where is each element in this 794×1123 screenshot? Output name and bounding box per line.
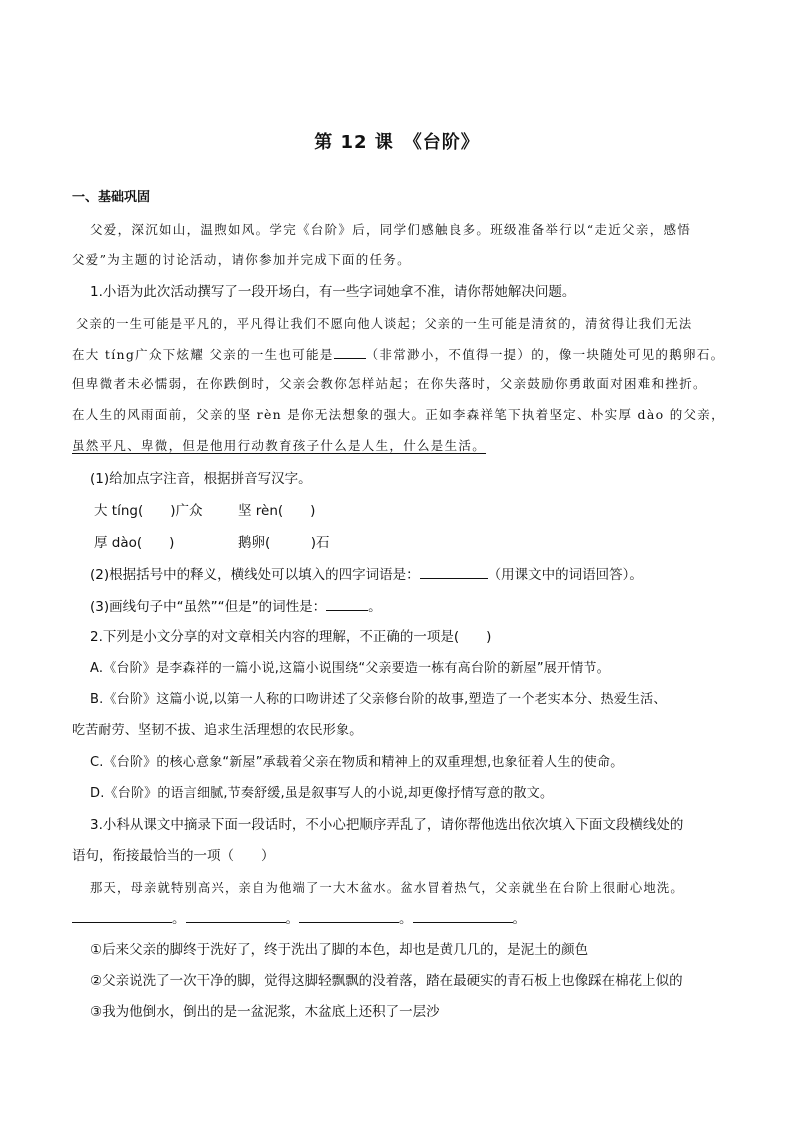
sub-question-3-text: (3)画线句子中“虽然”“但是”的词性是： <box>90 599 327 615</box>
separator: 。 <box>512 911 526 927</box>
passage-line-1: 父亲的一生可能是平凡的，平凡得让我们不愿向他人谈起；父亲的一生可能是清贫的，清贫得让我们无法 <box>76 317 693 331</box>
answer-blank-1[interactable] <box>72 908 172 923</box>
sentence-item-2: ②父亲说洗了一次干净的脚，觉得这脚轻飘飘的没着落，踏在最硬实的青石板上也像踩在棉花上似的 <box>90 973 683 989</box>
option-c: C.《台阶》的核心意象“新屋”承载着父亲在物质和精神上的双重理想,也象征着人生的使命。 <box>90 755 624 770</box>
passage-line-3: 但卑微者未必懦弱，在你跌倒时，父亲会教你怎样站起；在你失落时，父亲鼓励你勇敢面对困难和挫折。 <box>72 376 707 391</box>
intro-line-2: 父爱”为主题的讨论活动，请你参加并完成下面的任务。 <box>72 252 411 267</box>
section-heading: 一、基础巩固 <box>72 190 151 205</box>
passage-line-2 <box>72 344 724 365</box>
answer-blank-4[interactable] <box>413 908 513 923</box>
question-3-prompt-2: 语句，衔接最恰当的一项（ ） <box>72 848 275 864</box>
answer-blank[interactable] <box>326 596 368 611</box>
option-d: D.《台阶》的语言细腻,节奏舒缓,虽是叙事写人的小说,却更像抒情写意的散文。 <box>90 786 554 801</box>
answer-blank-2[interactable] <box>186 908 286 923</box>
question-2-prompt: 2.下列是小文分享的对文章相关内容的理解，不正确的一项是( ) <box>90 629 492 645</box>
pinyin-item-ren: 坚 rèn( ) <box>238 503 316 519</box>
option-b-line-2: 吃苦耐劳、坚韧不拔、追求生活理想的农民形象。 <box>72 723 363 738</box>
question-1-prompt: 1.小语为此次活动撰写了一段开场白，有一些字词她拿不准，请你帮她解决问题。 <box>90 284 576 300</box>
sentence-item-3: ③我为他倒水，倒出的是一盆泥浆，木盆底上还积了一层沙 <box>90 1004 440 1020</box>
passage-blank[interactable] <box>334 344 366 359</box>
sub-question-2 <box>90 564 643 585</box>
option-b-line-1: B.《台阶》这篇小说,以第一人称的口吻讲述了父亲修台阶的故事,塑造了一个老实本分、热爱生活、 <box>90 692 667 707</box>
passage-line-2-end: （非常渺小，不值得一提）的，像一块随处可见的鹅卵石。 <box>365 347 725 362</box>
page-title: 第 12 课 《台阶》 <box>314 132 480 153</box>
answer-blank-row <box>72 908 526 929</box>
sub-question-2-hint: （用课文中的词语回答）。 <box>487 567 643 583</box>
separator: 。 <box>399 911 413 927</box>
sub-question-3-end: 。 <box>368 599 382 615</box>
answer-blank[interactable] <box>420 564 488 579</box>
intro-line-1: 父爱，深沉如山，温煦如风。学完《台阶》后，同学们感触良多。班级准备举行以“走近父亲，感悟 <box>90 222 692 237</box>
pinyin-item-luan: 鹅卵( )石 <box>238 535 330 551</box>
sub-question-1: (1)给加点字注音，根据拼音写汉字。 <box>90 471 312 487</box>
pinyin-item-dao: 厚 dào( ) <box>94 535 175 551</box>
separator: 。 <box>172 911 186 927</box>
question-3-passage: 那天，母亲就特别高兴，亲自为他端了一大木盆水。盆水冒着热气，父亲就坐在台阶上很耐心地洗。 <box>90 881 684 895</box>
sub-question-3 <box>90 596 382 617</box>
separator: 。 <box>285 911 299 927</box>
sentence-item-1: ①后来父亲的脚终于洗好了，终于洗出了脚的本色，却也是黄几几的，是泥土的颜色 <box>90 942 589 958</box>
passage-line-2-start: 在大 tíng广众下炫耀 父亲的一生也可能是 <box>72 347 334 362</box>
answer-blank-3[interactable] <box>299 908 399 923</box>
passage-line-5-underlined: 虽然平凡、卑微，但是他用行动教育孩子什么是人生，什么是生活。 <box>72 438 487 453</box>
pinyin-item-ting: 大 tíng( )广众 <box>94 503 203 519</box>
sub-question-2-text: (2)根据括号中的释义，横线处可以填入的四字词语是： <box>90 567 420 583</box>
passage-line-4: 在人生的风雨面前，父亲的坚 rèn 是你无法想象的强大。正如李森祥笔下执着坚定、朴实厚 dào 的父亲， <box>72 407 725 422</box>
option-a: A.《台阶》是李森祥的一篇小说,这篇小说围绕“父亲要造一栋有高台阶的新屋”展开情节。 <box>90 661 610 676</box>
question-3-prompt-1: 3.小科从课文中摘录下面一段话时，不小心把顺序弄乱了，请你帮他选出依次填入下面文段横线处的 <box>90 817 684 833</box>
